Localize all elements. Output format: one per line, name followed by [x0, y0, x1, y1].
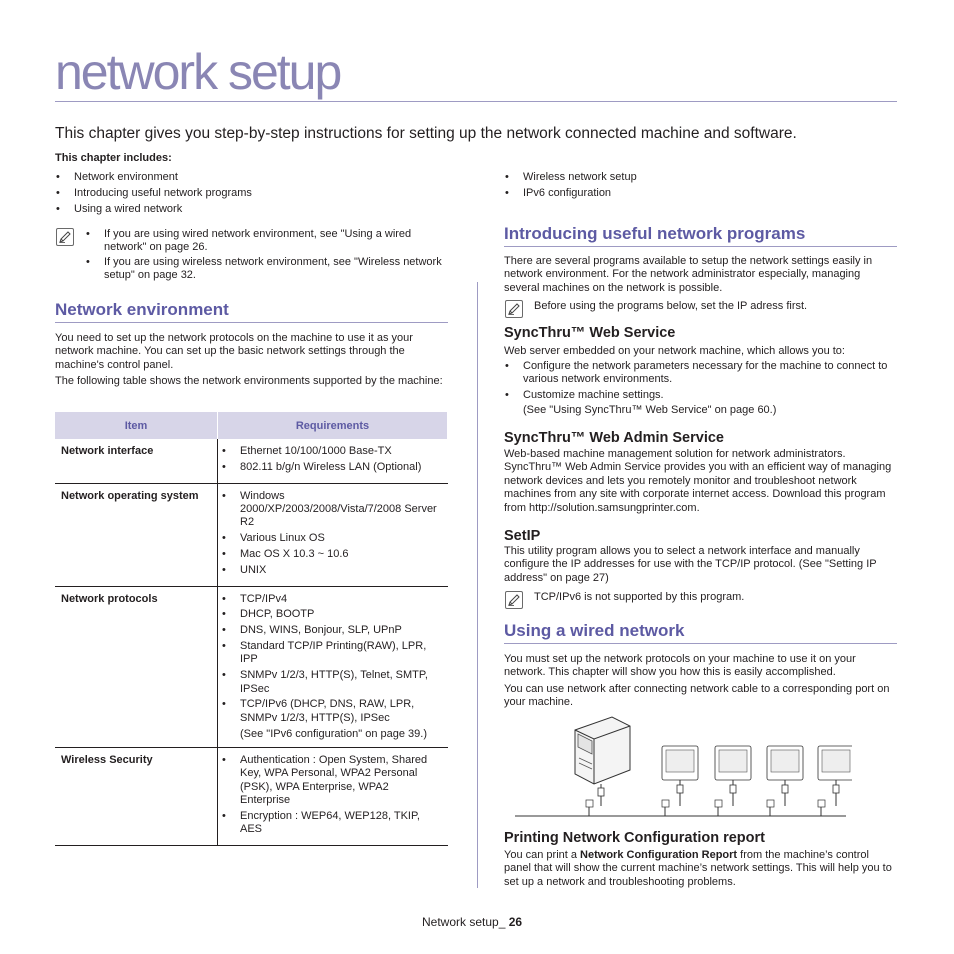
section-heading-wired: Using a wired network [504, 621, 685, 640]
syncthru-web-service-heading: SyncThru™ Web Service [504, 325, 676, 341]
note-pencil-icon [505, 300, 523, 318]
list-item: • Using a wired network [55, 203, 455, 216]
table-cell-item: Network operating system [55, 483, 218, 586]
list-item: • Introducing useful network programs [55, 187, 455, 200]
list-item: • 802.11 b/g/n Wireless LAN (Optional) [221, 461, 442, 474]
title-rule [55, 101, 897, 102]
report-text-post: from the machine’s control panel that will show the current machine’s network settings. This will help you to set up a network and troubleshooting problems. [504, 849, 892, 888]
report-text-pre: You can print a [504, 849, 581, 861]
wired-network-illustration [512, 712, 852, 820]
note-ip-first: Before using the programs below, set the IP adress first. [534, 300, 808, 312]
list-item: • Standard TCP/IP Printing(RAW), LPR, IPP [221, 640, 442, 667]
table-row [55, 748, 448, 846]
section-heading-network-environment: Network environment [55, 300, 229, 319]
table-cell-requirements [218, 439, 448, 483]
note-pencil-icon [505, 591, 523, 609]
network-environment-table [55, 412, 448, 846]
list-item: • IPv6 configuration [504, 187, 894, 200]
note-pencil-icon [56, 228, 74, 246]
section-heading-programs: Introducing useful network programs [504, 224, 806, 243]
table-cell-item: Wireless Security [55, 748, 218, 846]
page-footer [422, 915, 522, 929]
section-rule [55, 322, 448, 323]
page-number: 26 [508, 915, 523, 929]
list-item: • TCP/IPv4 [221, 593, 442, 606]
printing-report-heading: Printing Network Configuration report [504, 830, 765, 846]
list-item: • Authentication : Open System, Shared Key, WPA Personal, WPA2 Personal (PSK), WPA Enterprise, WPA2 Enterprise [221, 754, 442, 808]
includes-label: This chapter includes: [55, 152, 172, 164]
ipv6-reference: (See "IPv6 configuration" on page 39.) [240, 727, 427, 740]
footer-text: Network setup_ [422, 915, 506, 929]
chapter-intro: This chapter gives you step-by-step instructions for setting up the network connected machine and software. [55, 125, 797, 142]
printer-illustration [575, 717, 630, 784]
list-item: • TCP/IPv6 (DHCP, DNS, RAW, LPR, SNMPv 1/2/3, HTTP(S), IPSec [221, 698, 442, 725]
table-header-requirements: Requirements [218, 412, 448, 439]
report-text-bold: Network Configuration Report [580, 849, 738, 861]
list-item: • Mac OS X 10.3 ~ 10.6 [221, 548, 442, 561]
syncthru-web-list [504, 360, 897, 403]
section-rule [504, 643, 897, 644]
paragraph-report [504, 849, 897, 889]
list-item: • Wireless network setup [504, 171, 894, 184]
list-item: • UNIX [221, 564, 442, 577]
includes-list-left [55, 171, 455, 216]
paragraph: This utility program allows you to select a network interface and manually configure the IP addresses for use with the TCP/IP protocol. (See "Setting IP address" on page 27) [504, 545, 877, 584]
syncthru-admin-heading: SyncThru™ Web Admin Service [504, 430, 724, 446]
syncthru-web-reference: (See "Using SyncThru™ Web Service" on page 60.) [523, 404, 777, 416]
paragraph: Web server embedded on your network machine, which allows you to: [504, 345, 845, 357]
paragraph: You can use network after connecting network cable to a corresponding port on your machine. [504, 683, 890, 709]
paragraph: You must set up the network protocols on your machine to use it on your network. This chapter will show you how this is easily accomplished. [504, 653, 856, 679]
list-item: • Windows 2000/XP/2003/2008/Vista/7/2008 Server R2 [221, 490, 442, 530]
table-cell-item: Network protocols [55, 586, 218, 747]
note-wired-wireless [85, 228, 445, 283]
note-ipv6-unsupported: TCP/IPv6 is not supported by this program. [534, 591, 745, 603]
page-title: network setup [55, 44, 341, 100]
table-cell-requirements [218, 748, 448, 846]
note-item: • If you are using wireless network environment, see "Wireless network setup" on page 32. [85, 256, 445, 283]
table-header-item: Item [55, 412, 218, 439]
paragraph: You need to set up the network protocols on the machine to use it as your network machine. You can set up the basic network settings through the machine's control panel. [55, 332, 413, 371]
column-divider [477, 282, 478, 888]
paragraph: The following table shows the network environments supported by the machine: [55, 375, 443, 387]
list-item: • Various Linux OS [221, 532, 442, 545]
setip-heading: SetIP [504, 528, 541, 544]
paragraph: Web-based machine management solution for network administrators. SyncThru™ Web Admin Service provides you with an efficient way of managing network devices and lets you remotely monitor and troubleshoot network machines from any site with corporate internet access. Download this program from http://solution.samsungprinter.com. [504, 448, 892, 514]
table-row [55, 483, 448, 586]
table-cell-requirements [218, 483, 448, 586]
list-item: • SNMPv 1/2/3, HTTP(S), Telnet, SMTP, IPSec [221, 669, 442, 696]
list-item: • Configure the network parameters necessary for the machine to connect to various network environments. [504, 360, 897, 387]
paragraph: There are several programs available to setup the network settings easily in network environment. For the network administrator especially, managing several machines on the network is possible. [504, 255, 873, 294]
table-row [55, 586, 448, 747]
note-item: • If you are using wired network environment, see "Using a wired network" on page 26. [85, 228, 445, 255]
table-cell-item: Network interface [55, 439, 218, 483]
table-row [55, 439, 448, 483]
list-item: • Customize machine settings. [504, 389, 897, 402]
list-item: • Network environment [55, 171, 455, 184]
includes-list-right [504, 171, 894, 200]
list-item: • Encryption : WEP64, WEP128, TKIP, AES [221, 810, 442, 837]
list-item: • DNS, WINS, Bonjour, SLP, UPnP [221, 624, 442, 637]
list-item: • DHCP, BOOTP [221, 608, 442, 621]
section-rule [504, 246, 897, 247]
table-cell-requirements [218, 586, 448, 747]
list-item: • Ethernet 10/100/1000 Base-TX [221, 445, 442, 458]
